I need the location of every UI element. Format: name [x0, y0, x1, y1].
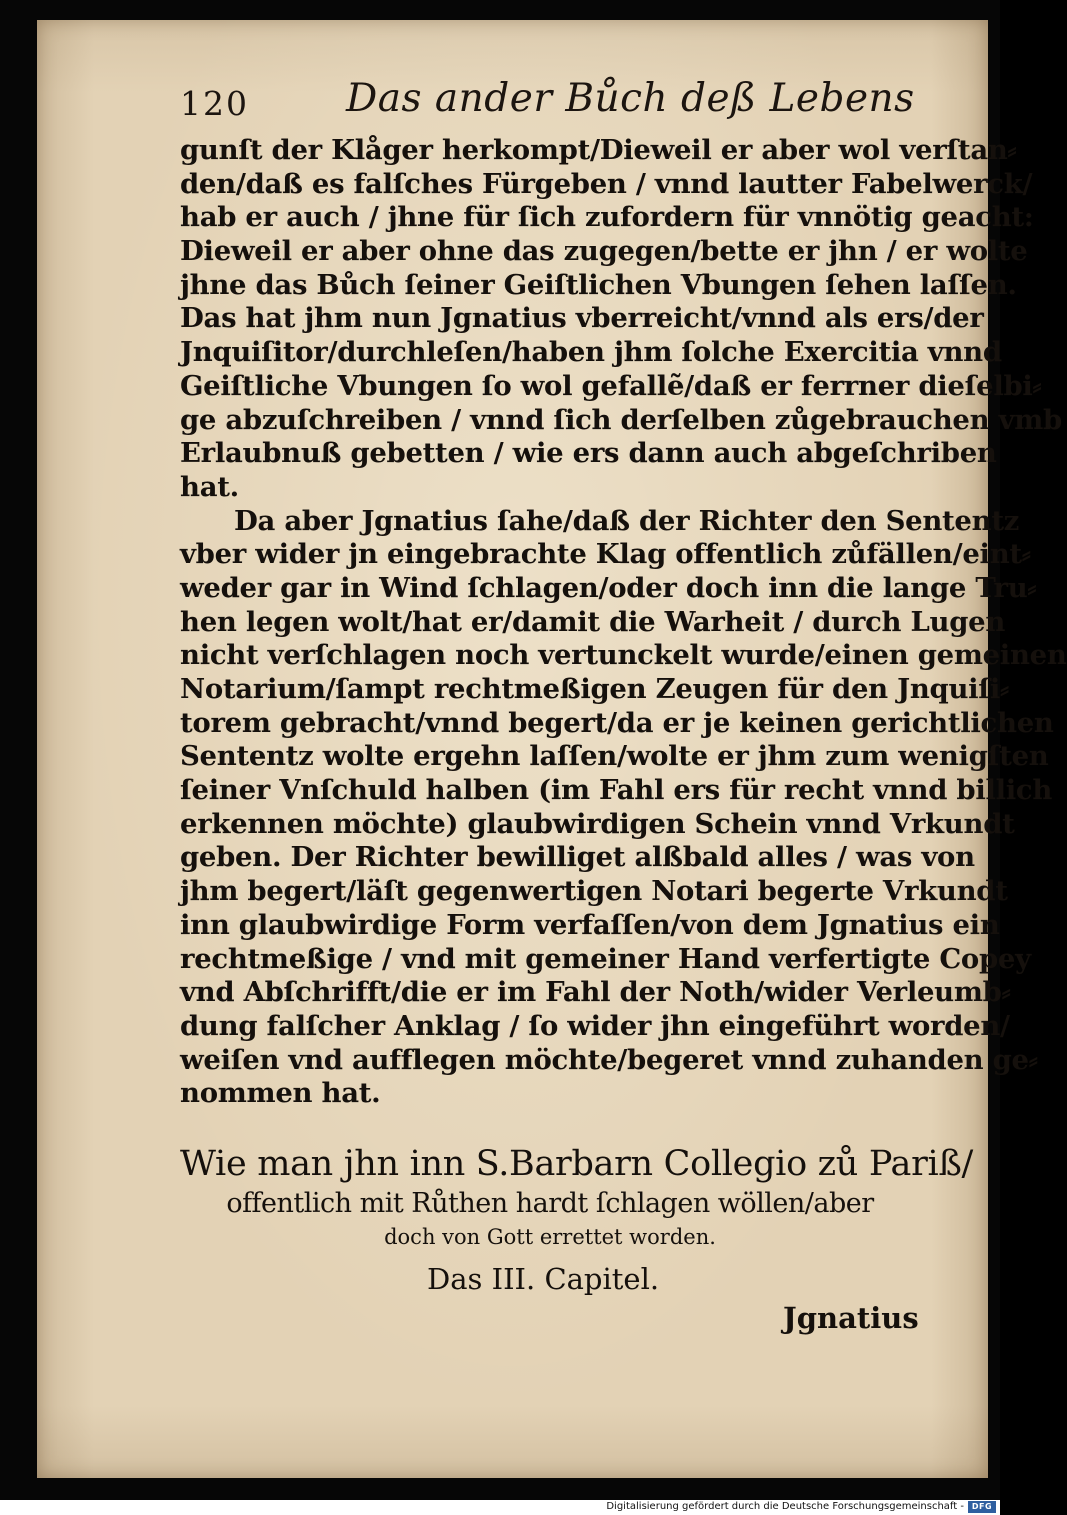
text-line: nicht verſchlagen noch vertunckelt wurde/einen gemeinen [180, 639, 1067, 672]
chapter-heading-line: doch von Gott errettet worden. [384, 1225, 716, 1249]
text-line: Geiſtliche Vbungen ſo wol gefallẽ/daß er ferrner dieſelbi⸗ [180, 369, 1042, 402]
text-line: Dieweil er aber ohne das zugegen/bette er jhn / er wolte [180, 235, 1028, 268]
text-line: geben. Der Richter bewilliget alßbald alles / was von [180, 841, 975, 874]
text-line: jhne das Bůch ſeiner Geiſtlichen Vbungen ſehen laſſen. [180, 268, 1017, 301]
funding-notice: Digitalisierung gefördert durch die Deutsche Forschungsgemeinschaft - [606, 1501, 964, 1512]
text-line: ſeiner Vnſchuld halben (im Fahl ers für recht vnnd billich [180, 774, 1053, 807]
text-line: Erlaubnuß gebetten / wie ers dann auch abgeſchriben [180, 437, 997, 470]
text-line: dung falſcher Anklag / ſo wider jhn eingeführt worden/ [180, 1009, 1010, 1042]
text-line: Sententz wolte ergehn laſſen/wolte er jhm zum wenigſten [180, 740, 1049, 773]
dfg-logo-icon: DFG [968, 1501, 996, 1513]
running-title: Das ander Bůch deß Lebens [346, 76, 915, 121]
text-line: hat. [180, 470, 239, 503]
text-line: inn glaubwirdige Form verfaſſen/von dem Jgnatius ein [180, 908, 1000, 941]
text-line: rechtmeßige / vnd mit gemeiner Hand verfertigte Copey [180, 942, 1031, 975]
chapter-heading-line: offentlich mit Růthen hardt ſchlagen wöllen/aber [226, 1188, 874, 1219]
text-line: vber wider jn eingebrachte Klag offentlich zůfällen/eint⸗ [180, 538, 1031, 571]
text-line: ge abzuſchreiben / vnnd ſich derſelben zůgebrauchen vmb [180, 403, 1062, 436]
text-line: jhm begert/läſt gegenwertigen Notari begerte Vrkundt [180, 875, 1008, 908]
text-line: nommen hat. [180, 1077, 381, 1110]
running-head [180, 76, 940, 132]
text-line: erkennen möchte) glaubwirdigen Schein vnnd Vrkundt [180, 807, 1015, 840]
catchword: Jgnatius [783, 1301, 919, 1335]
text-line: vnd Abſchrifft/die er im Fahl der Noth/wider Verleumb⸗ [180, 976, 1011, 1009]
text-line: Jnquiſitor/durchleſen/haben jhm ſolche Exercitia vnnd [180, 336, 1002, 369]
text-line: weder gar in Wind ſchlagen/oder doch inn die lange Tru⸗ [180, 571, 1037, 604]
text-line: torem gebracht/vnnd begert/da er je keinen gerichtlichen [180, 706, 1054, 739]
text-line: hen legen wolt/hat er/damit die Warheit / durch Lugen [180, 605, 1006, 638]
chapter-heading-line: Wie man jhn inn S.Barbarn Collegio zů Pariß/ [180, 1144, 974, 1184]
footer-bar [0, 1500, 1000, 1515]
page-number: 120 [180, 84, 249, 123]
text-line: Das hat jhm nun Jgnatius vberreicht/vnnd als ers/der [180, 302, 984, 335]
text-line: weiſen vnd aufflegen möchte/begeret vnnd zuhanden ge⸗ [180, 1043, 1038, 1076]
chapter-heading [180, 1142, 974, 1252]
text-line: gunſt der Klåger herkompt/Dieweil er aber wol verſtan⸗ [180, 134, 1017, 166]
text-line: hab er auch / jhne für ſich zufordern für vnnötig geacht: [180, 201, 1034, 234]
chapter-label: Das III. Capitel. [427, 1262, 660, 1296]
paragraph-start-line: Da aber Jgnatius ſahe/daß der Richter den Sententz [234, 504, 1020, 537]
text-line: Notarium/ſampt rechtmeßigen Zeugen für den Jnquiſi⸗ [180, 673, 1009, 705]
text-line: den/daß es falſches Fürgeben / vnnd lautter Fabelwerck/ [180, 167, 1033, 200]
body-text [180, 134, 1067, 1111]
